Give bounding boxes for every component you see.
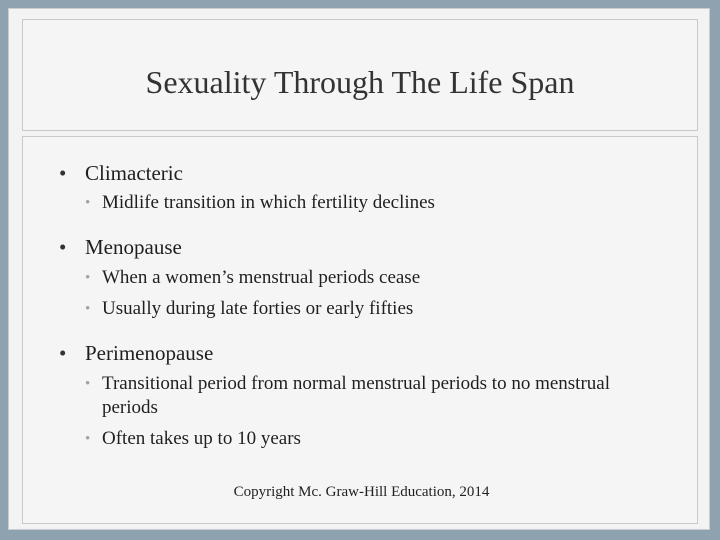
sub-bullet-icon: •: [85, 376, 91, 392]
title-placeholder: [22, 19, 698, 131]
bullet-icon: •: [59, 341, 67, 365]
bullet-icon: •: [59, 235, 67, 259]
content-placeholder: [22, 136, 698, 524]
sub-bullet-icon: •: [85, 301, 91, 317]
slide-title: Sexuality Through The Life Span: [145, 64, 575, 100]
bullet-climacteric: Climacteric: [85, 161, 183, 185]
sub-bullet-timing: Usually during late forties or early fifties: [102, 298, 414, 319]
sub-bullet-periods-cease: When a women’s menstrual periods cease: [102, 267, 421, 288]
bullet-menopause: Menopause: [85, 235, 182, 259]
sub-bullet-icon: •: [85, 270, 91, 286]
sub-bullet-icon: •: [85, 195, 91, 211]
sub-bullet-fertility: Midlife transition in which fertility declines: [102, 192, 435, 213]
sub-bullet-transitional: Transitional period from normal menstrual periods to no menstrual periods: [102, 373, 610, 418]
bullet-icon: •: [59, 161, 67, 185]
sub-bullet-duration: Often takes up to 10 years: [102, 428, 301, 449]
copyright-footer: Copyright Mc. Graw-Hill Education, 2014: [233, 484, 490, 500]
bullet-perimenopause: Perimenopause: [85, 341, 214, 365]
sub-bullet-icon: •: [85, 431, 91, 447]
